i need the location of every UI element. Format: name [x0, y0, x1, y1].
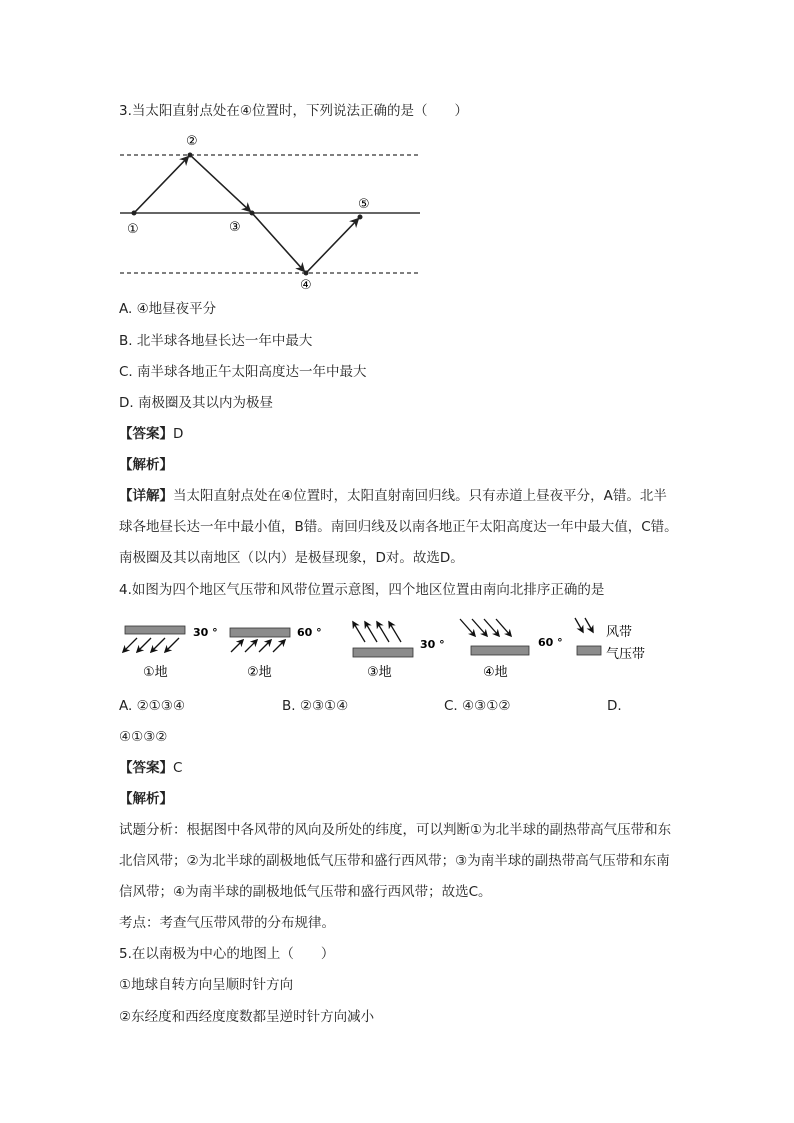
q3-option-a: A. ④地昼夜平分 — [119, 301, 217, 317]
q3-detail-text: 当太阳直射点处在④位置时，太阳直射南回归线。只有赤道上昼夜平分，A错。北半球各地昼长达一年中最小值，B错。南回归线及以南各地正午太阳高度达一年中最大值，C错。南极圈及其以南地区（以内）是极昼现象，D对。故选D。 — [119, 488, 678, 566]
point-2-label: ② — [186, 134, 198, 149]
q4-option-d-value: ④①③② — [119, 729, 168, 745]
q4-analysis-label: 【解析】 — [119, 791, 173, 807]
area-3-latitude: 30 ° — [420, 638, 445, 651]
q4-option-c: C. ④③①② — [444, 698, 511, 714]
area-1-label: ①地 — [143, 665, 168, 680]
q3-answer-label: 【答案】 — [119, 426, 173, 442]
area-2-diagram — [230, 626, 322, 680]
area-3-diagram — [353, 622, 445, 680]
legend-pressure-swatch — [577, 646, 601, 655]
sun-path — [134, 155, 360, 273]
q3-detail-label: 【详解】 — [119, 488, 173, 504]
area-1-pressure-belt — [125, 626, 185, 634]
q3-analysis-label: 【解析】 — [119, 457, 173, 473]
q3-sun-path-diagram — [110, 134, 430, 293]
point-3-label: ③ — [229, 220, 241, 235]
q5-statement-2: ②东经度和西经度度数都呈逆时针方向减小 — [119, 1009, 375, 1025]
point-4-label: ④ — [300, 278, 312, 293]
area-3-pressure-belt — [353, 648, 413, 657]
q5-stem: 5.在以南极为中心的地图上（ ） — [119, 946, 335, 962]
q4-stem: 4.如图为四个地区气压带和风带位置示意图，四个地区位置由南向北排序正确的是 — [119, 582, 605, 598]
q4-answer-value: C — [173, 760, 183, 776]
q3-stem: 3.当太阳直射点处在④位置时，下列说法正确的是（ ） — [119, 103, 468, 119]
area-4-label: ④地 — [483, 665, 508, 680]
q4-option-d-letter: D. — [607, 698, 622, 714]
area-3-label: ③地 — [367, 665, 392, 680]
q3-option-c: C. 南半球各地正午太阳高度达一年中最大 — [119, 364, 367, 380]
area-4-diagram — [460, 619, 563, 680]
q3-answer — [119, 424, 183, 444]
q4-answer-label: 【答案】 — [119, 760, 173, 776]
legend-wind-label: 风带 — [606, 625, 633, 640]
q3-answer-value: D — [173, 426, 184, 442]
q3-detail — [119, 481, 679, 574]
q4-analysis-text: 试题分析：根据图中各风带的风向及所处的纬度，可以判断①为北半球的副热带高气压带和东北信风带；②为北半球的副极地低气压带和盛行西风带；③为南半球的副热带高气压带和东南信风带；④为南半球的副极地低气压带和盛行西风带；故选C。 — [119, 822, 672, 900]
q5-statement-1: ①地球自转方向呈顺时针方向 — [119, 977, 294, 993]
point-1-label: ① — [127, 222, 139, 237]
q3-option-b: B. 北半球各地昼长达一年中最大 — [119, 333, 313, 349]
figure-legend — [575, 618, 645, 662]
area-2-label: ②地 — [247, 665, 272, 680]
q4-option-a: A. ②①③④ — [119, 698, 185, 714]
q4-answer — [119, 758, 182, 778]
point-5-label: ⑤ — [358, 197, 370, 212]
q3-option-d: D. 南极圈及其以内为极昼 — [119, 395, 273, 411]
q4-option-b: B. ②③①④ — [282, 698, 349, 714]
legend-pressure-label: 气压带 — [606, 647, 646, 662]
area-2-latitude: 60 ° — [297, 626, 322, 639]
area-2-pressure-belt — [230, 628, 290, 637]
area-4-pressure-belt — [471, 646, 529, 655]
q4-kaodian: 考点：考查气压带风带的分布规律。 — [119, 915, 335, 931]
q4-pressure-wind-figure — [115, 614, 675, 684]
area-4-latitude: 60 ° — [538, 636, 563, 649]
area-1-latitude: 30 ° — [193, 626, 218, 639]
area-1-diagram — [123, 626, 218, 680]
